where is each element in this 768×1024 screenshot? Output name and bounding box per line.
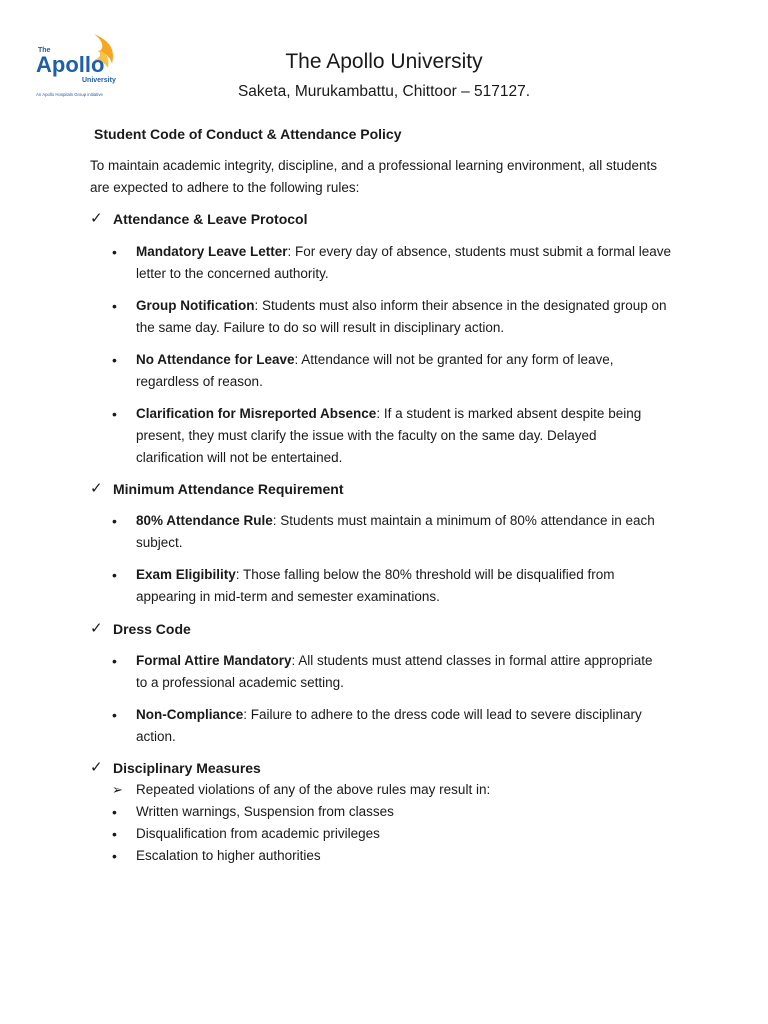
bullet-icon: • bbox=[112, 826, 117, 842]
university-address: Saketa, Murukambattu, Chittoor – 517127. bbox=[237, 83, 531, 100]
apollo-university-logo bbox=[36, 30, 136, 102]
item-text: : For every day of absence, students must submit a formal leave bbox=[287, 244, 671, 259]
list-item bbox=[112, 349, 682, 393]
bullet-icon: • bbox=[112, 707, 117, 723]
svg-text:An Apollo Hospitals Group init: An Apollo Hospitals Group initiative bbox=[36, 92, 103, 97]
measure-text: Escalation to higher authorities bbox=[136, 848, 321, 863]
bullet-icon: • bbox=[112, 804, 117, 820]
list-item bbox=[112, 295, 682, 339]
section-heading-dress-code bbox=[90, 619, 191, 639]
item-text: regardless of reason. bbox=[136, 374, 263, 389]
item-label: Mandatory Leave Letter bbox=[136, 244, 288, 259]
bullet-icon: • bbox=[112, 653, 117, 669]
list-item bbox=[112, 704, 682, 748]
measure-text: Disqualification from academic privileges bbox=[136, 826, 380, 841]
item-label: Exam Eligibility bbox=[136, 567, 236, 582]
section-heading-label: Disciplinary Measures bbox=[113, 760, 261, 776]
item-text: letter to the concerned authority. bbox=[136, 266, 329, 281]
item-label: Non-Compliance bbox=[136, 707, 244, 722]
section-heading-minimum-attendance bbox=[90, 479, 344, 499]
list-item bbox=[112, 779, 682, 801]
list-item bbox=[112, 510, 682, 554]
list-item bbox=[112, 650, 682, 694]
section-heading-label: Attendance & Leave Protocol bbox=[113, 211, 308, 227]
list-item bbox=[112, 564, 682, 608]
item-text: present, they must clarify the issue with the faculty on the same day. Delayed bbox=[136, 428, 597, 443]
svg-text:The: The bbox=[38, 47, 51, 54]
item-text: : Attendance will not be granted for any form of leave, bbox=[294, 352, 614, 367]
policy-title: Student Code of Conduct & Attendance Policy bbox=[94, 126, 402, 142]
item-label: Formal Attire Mandatory bbox=[136, 653, 292, 668]
bullet-icon: • bbox=[112, 298, 117, 314]
svg-text:Apollo: Apollo bbox=[36, 52, 105, 77]
item-text: action. bbox=[136, 729, 176, 744]
item-text: clarification will not be entertained. bbox=[136, 450, 343, 465]
item-text: subject. bbox=[136, 535, 183, 550]
checkmark-icon: ✓ bbox=[90, 210, 103, 227]
item-text: appearing in mid-term and semester examinations. bbox=[136, 589, 440, 604]
item-text: : Students must maintain a minimum of 80% attendance in each bbox=[272, 513, 655, 528]
section-heading-label: Minimum Attendance Requirement bbox=[113, 481, 344, 497]
checkmark-icon: ✓ bbox=[90, 620, 103, 637]
list-item bbox=[112, 801, 682, 823]
section-heading-attendance-leave bbox=[90, 209, 308, 229]
item-text: : Students must also inform their absence in the designated group on bbox=[254, 298, 667, 313]
list-item bbox=[112, 241, 682, 285]
item-text: the same day. Failure to do so will result in disciplinary action. bbox=[136, 320, 505, 335]
section-heading-disciplinary-measures bbox=[90, 758, 261, 778]
bullet-icon: • bbox=[112, 567, 117, 583]
item-label: No Attendance for Leave bbox=[136, 352, 295, 367]
intro-line-2: are expected to adhere to the following rules: bbox=[90, 180, 360, 195]
checkmark-icon: ✓ bbox=[90, 480, 103, 497]
svg-text:University: University bbox=[82, 77, 116, 84]
item-text: : Those falling below the 80% threshold will be disqualified from bbox=[235, 567, 615, 582]
bullet-icon: • bbox=[112, 513, 117, 529]
section-heading-label: Dress Code bbox=[113, 621, 191, 637]
bullet-icon: • bbox=[112, 244, 117, 260]
bullet-icon: • bbox=[112, 406, 117, 422]
intro-paragraph bbox=[90, 155, 690, 199]
university-title: The Apollo University bbox=[285, 50, 483, 73]
item-label: Clarification for Misreported Absence bbox=[136, 406, 377, 421]
arrow-bullet-icon: ➢ bbox=[112, 782, 123, 797]
item-text: to a professional academic setting. bbox=[136, 675, 344, 690]
measures-lead: Repeated violations of any of the above rules may result in: bbox=[136, 782, 491, 797]
list-item bbox=[112, 845, 682, 867]
measure-text: Written warnings, Suspension from classes bbox=[136, 804, 394, 819]
bullet-icon: • bbox=[112, 352, 117, 368]
intro-line-1: To maintain academic integrity, discipline, and a professional learning environment, all students bbox=[90, 158, 658, 173]
item-label: 80% Attendance Rule bbox=[136, 513, 273, 528]
item-text: : If a student is marked absent despite being bbox=[376, 406, 642, 421]
list-item bbox=[112, 823, 682, 845]
item-label: Group Notification bbox=[136, 298, 255, 313]
bullet-icon: • bbox=[112, 848, 117, 864]
item-text: : Failure to adhere to the dress code will lead to severe disciplinary bbox=[243, 707, 642, 722]
checkmark-icon: ✓ bbox=[90, 759, 103, 776]
item-text: : All students must attend classes in formal attire appropriate bbox=[291, 653, 653, 668]
list-item bbox=[112, 403, 682, 469]
